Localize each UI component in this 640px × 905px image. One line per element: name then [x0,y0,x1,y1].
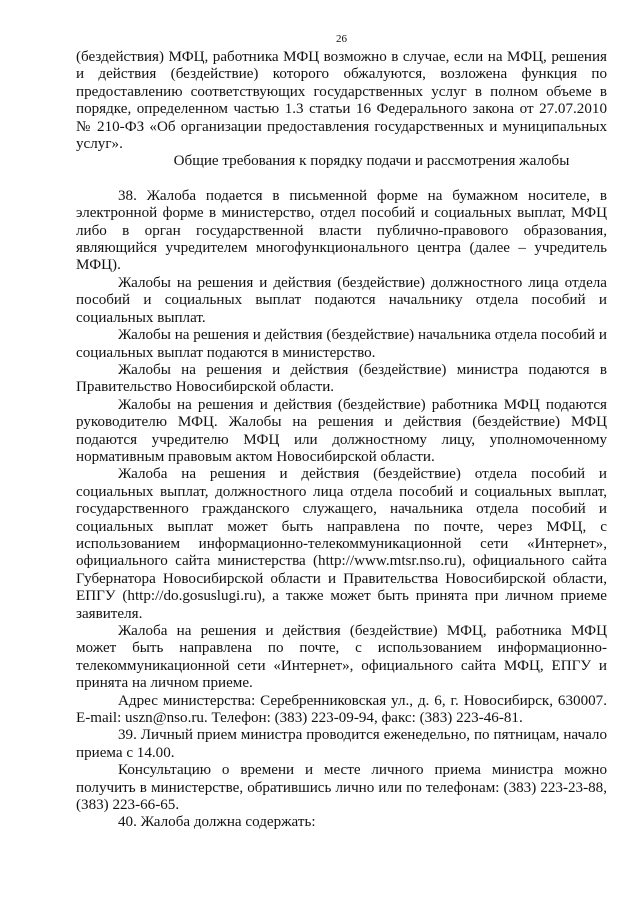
paragraph-continuation: (бездействия) МФЦ, работника МФЦ возможно в случае, если на МФЦ, решения и действия (бездействие) которого обжалуются, возложена функция по предоставлению соответствующих государственных услуг в полном объеме в порядке, определенном частью 1.3 статьи 16 Федерального закона от 27.07.2010 № 210-ФЗ «Об организации предоставления государственных и муниципальных услуг». [76,49,607,153]
paragraph-complaints-mfc-worker: Жалобы на решения и действия (бездействие) работника МФЦ подаются руководителю МФЦ. Жалобы на решения и действия (бездействие) МФЦ подаются учредителю МФЦ или должностному лицу, уполномоченному нормативным правовым актом Новосибирской области. [76,396,607,465]
paragraph-ministry-address: Адрес министерства: Серебренниковская ул., д. 6, г. Новосибирск, 630007. E-mail: uszn@nso.ru. Телефон: (383) 223-09-94, факс: (383) 223-46-81. [76,692,607,727]
paragraph-complaints-minister: Жалобы на решения и действия (бездействие) министра подаются в Правительство Новосибирской области. [76,361,607,396]
paragraph-40: 40. Жалоба должна содержать: [118,814,316,831]
paragraph-39: 39. Личный прием министра проводится еженедельно, по пятницам, начало приема с 14.00. [76,727,607,761]
paragraph-complaints-head: Жалобы на решения и действия (бездействие) начальника отдела пособий и социальных выплат подаются в министерство. [76,327,607,361]
paragraph-consultation: Консультацию о времени и месте личного приема министра можно получить в министерстве, обратившись лично или по телефонам: (383) 223-23-88, (383) 223-66-65. [76,762,607,814]
page-number: 26 [336,33,347,45]
paragraph-mfc-submission: Жалоба на решения и действия (бездействие) МФЦ, работника МФЦ может быть направлена по почте, с использованием информационно-телекоммуникационной сети «Интернет», официального сайта МФЦ, ЕПГУ и принята на личном приеме. [76,623,607,692]
document-page [76,32,607,832]
paragraph-complaints-official: Жалобы на решения и действия (бездействие) должностного лица отдела пособий и социальных выплат подаются начальнику отдела пособий и социальных выплат. [76,274,607,326]
section-heading: Общие требования к порядку подачи и рассмотрения жалобы [173,153,570,170]
paragraph-38: 38. Жалоба подается в письменной форме на бумажном носителе, в электронной форме в министерство, отдел пособий и социальных выплат, МФЦ либо в орган государственной власти публично-правового образования, являющийся учредителем многофункционального центра (далее – учредитель МФЦ). [76,187,607,274]
paragraph-submission-channels: Жалоба на решения и действия (бездействие) отдела пособий и социальных выплат, должностного лица отдела пособий и социальных выплат, государственного гражданского служащего, начальника отдела пособий и социальных выплат может быть направлена по почте, через МФЦ, с использованием информационно-телекоммуникационной сети «Интернет», официального сайта министерства (http://www.mtsr.nso.ru), официального сайта Губернатора Новосибирской области и Правительства Новосибирской области, ЕПГУ (http://do.gosuslugi.ru), а также может быть принята при личном приеме заявителя. [76,466,607,622]
